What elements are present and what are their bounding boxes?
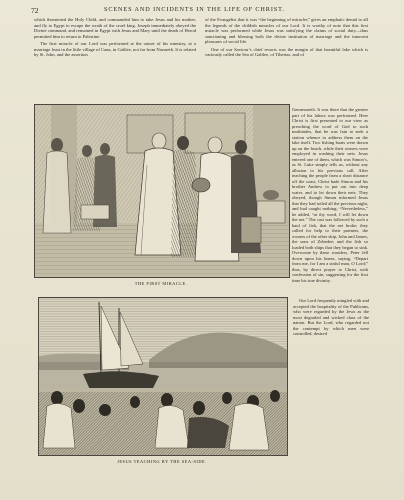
- engraving-jesus-teaching: [38, 297, 288, 456]
- wrap-text-column: [292, 107, 368, 283]
- left-paragraph-1: which threatened the Holy Child, and commanded him to take Jesus and his mother, and fly to Egypt to escape the wrath of the cruel king. Joseph immediately obeyed the Divine command, and remained in Egypt with Jesus and Mary until the death of Herod permitted him to return to Palestine.: [34, 17, 196, 39]
- page-number: 72: [31, 6, 39, 15]
- right-paragraph-1: of the Evangelist that it was “the beginning of miracles” gives an emphatic denial to all the legends of the childish miracles of our Lord. It is worthy of note that this first miracle was performed while Jesus was satisfying the claims of social duty—thus sanctioning and blessing both the divine institution of marriage and the innocent pleasures of social life.: [205, 17, 368, 45]
- jesus-teaching-caption: JESUS TEACHING BY THE SEA-SIDE.: [117, 459, 207, 464]
- left-paragraph-2: The first miracle of our Lord was performed at the outset of his ministry, at a marriage feast in the little village of Cana, in Galilee, not far from Nazareth. It is related by St. John, and the assertion: [34, 41, 196, 58]
- lower-text-column: [293, 298, 369, 339]
- running-title: SCENES AND INCIDENTS IN THE LIFE OF CHRIST.: [104, 6, 285, 13]
- jesus-teaching-illustration: [39, 298, 287, 455]
- left-text-column: [34, 17, 196, 60]
- lower-paragraph-1: Our Lord frequently mingled with and accepted the hospitality of the Publicans, who were regarded by the Jews as the most degraded and wicked class of the nation. But the Lord, who regarded not the contempt by which men were controlled, desired: [293, 298, 369, 336]
- first-miracle-illustration: [35, 105, 289, 277]
- right-text-column: [205, 17, 368, 60]
- wrap-paragraph: Gennesareth. It was there that the greater part of his labors was performed. Here Christ is first presented to our view as preaching the word of God to such multitudes, that he was fain to seek a station whence to address them on the lake itself. Two fishing boats were drawn up on the beach, while their owners were employed in washing their nets. Jesus entered one of them, which was Simon’s, as St. Luke simply tells us, without any allusion to his previous call. After teaching the people from a short distance off the coast, Christ bade Simon and his brother Andrew to put out into deep water, and to let down their nets. They obeyed, though Simon informed Jesus that they had toiled all the previous night, and had caught nothing; “Nevertheless,” he added, “at thy word, I will let down the net.” The cast was followed by such a haul of fish, that the net broke; they called for help to their partners, the owners of the other ship, John and James, the sons of Zebedee; and the fish so loaded both ships that they began to sink. Overcome by these wonders, Peter fell down upon his knees, saying, “Depart from me, for I am a sinful man, O Lord;” thus, by direct prayer to Christ, with confession of sin, suggesting for the first time his true divinity.: [292, 107, 368, 283]
- right-paragraph-2: One of our Saviour’s chief resorts was the margin of that beautiful lake which is variously called the Sea of Galilee, of Tiberias, and of: [205, 46, 368, 58]
- first-miracle-caption: THE FIRST MIRACLE.: [134, 281, 188, 286]
- engraving-first-miracle: [34, 104, 290, 278]
